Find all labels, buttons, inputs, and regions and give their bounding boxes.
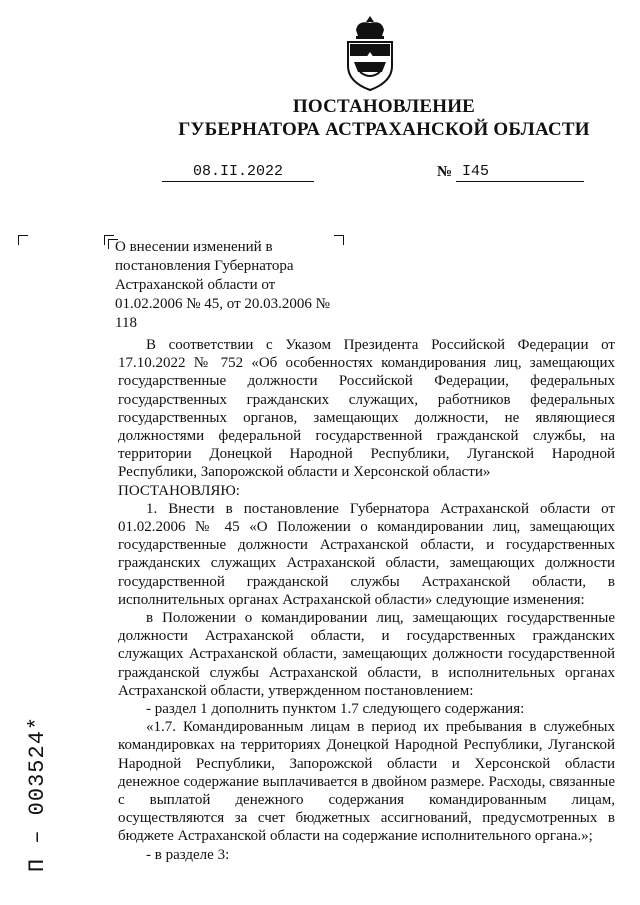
point-1-7-paragraph: «1.7. Командированным лицам в период их пребывания в служебных командировках на территориях Донецкой Народной Республики, Луганской Народной Республики, Запорожской области и Херсонской области денежное содержание выплачивается в двойном размере. Расходы, связанные с выплатой денежного содержания командированным лицам, осуществляются за счет бюджетных ассигнований, предусмотренных в бюджете Астраханской области на содержание исполнительного органа.»; (118, 719, 615, 845)
preamble-paragraph: В соответствии с Указом Президента Российской Федерации от 17.10.2022 № 752 «Об особенностях командирования лиц, замещающих государственные должности Российской Федерации, федеральных государственных гражданских служащих, работников федеральных государственных органов, замещающих должности, не являющиеся должностями федеральной государственной гражданской службы, на территории Донецкой Народной Республики, Луганской Народной Республики, Запорожской области и Херсонской области» (118, 337, 615, 481)
coat-of-arms-icon (344, 14, 396, 92)
document-body (118, 336, 615, 864)
section-1-paragraph: - раздел 1 дополнить пунктом 1.7 следующего содержания: (146, 701, 525, 718)
document-title: ПОСТАНОВЛЕНИЕ (292, 96, 476, 117)
corner-mark (334, 235, 344, 245)
document-subject: О внесении изменений в постановления Губернатора Астраханской области от 01.02.2006 № 45, от 20.03.2006 № 118 (115, 239, 330, 331)
corner-mark (18, 235, 28, 245)
document-subtitle: ГУБЕРНАТОРА АСТРАХАНСКОЙ ОБЛАСТИ (178, 119, 590, 140)
document-number: I45 (456, 163, 584, 182)
item-1-paragraph: 1. Внести в постановление Губернатора Астраханской области от 01.02.2006 № 45 «О Положении о командировании лиц, замещающих государственные должности Астраханской области, и государственных гражданских служащих Астраханской области, замещающих должности государственной гражданской службы Астраханской области, в исполнительных органах Астраханской области» следующие изменения: (118, 500, 615, 608)
decree-word: ПОСТАНОВЛЯЮ: (118, 482, 240, 499)
section-3-paragraph: - в разделе 3: (146, 846, 230, 863)
side-serial-number: П – 003524* (25, 715, 50, 873)
regulation-paragraph: в Положении о командировании лиц, замещающих государственные должности Астраханской области, и государственных гражданских служащих Астраханской области, замещающих должности государственной гражданской службы Астраханской области, в исполнительных органах Астраханской области, утвержденном постановлением: (118, 610, 615, 699)
number-label: № (437, 164, 453, 180)
document-date: 08.II.2022 (162, 163, 314, 182)
